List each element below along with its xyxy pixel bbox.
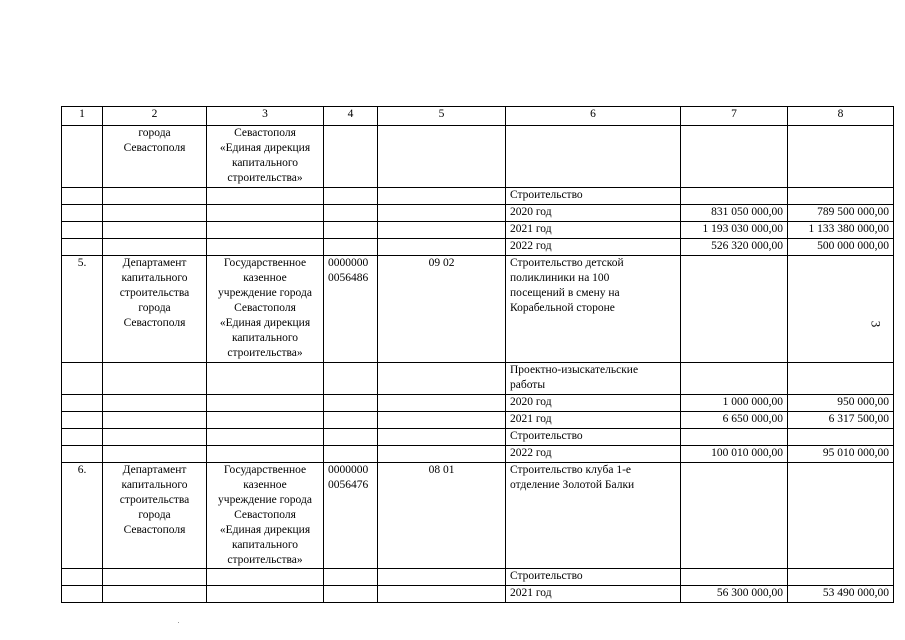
amount-col8: 1 133 380 000,00 [788,222,894,239]
header-cell-3: 3 [207,107,324,126]
table-row [62,188,894,205]
project-title: Строительство клуба 1-е отделение Золотой Балки [506,463,681,569]
header-row [62,107,894,126]
item-number: 6. [62,463,103,569]
header-cell-5: 5 [378,107,506,126]
year-label: 2020 год [506,395,681,412]
year-label: 2021 год [506,412,681,429]
table-row [62,429,894,446]
page-number: 3 [868,320,884,328]
table-row [62,205,894,222]
department-cell: Департамент капитального строительства города Севастополя [103,256,207,363]
code-cell: 0000000 0056476 [324,463,378,569]
amount-col8: 789 500 000,00 [788,205,894,222]
section-cell: 09 02 [378,256,506,363]
table-row [62,256,894,363]
amount-col7: 6 650 000,00 [681,412,788,429]
year-label: 2021 год [506,222,681,239]
header-cell-1: 1 [62,107,103,126]
header-cell-7: 7 [681,107,788,126]
header-cell-2: 2 [103,107,207,126]
table-row [62,586,894,603]
year-label: 2021 год [506,586,681,603]
work-label: Строительство [506,429,681,446]
department-cell: Департамент капитального строительства города Севастополя [103,463,207,569]
department-cell: города Севастополя [103,126,207,188]
amount-col8: 500 000 000,00 [788,239,894,256]
amount-col7: 100 010 000,00 [681,446,788,463]
amount-col8: 53 490 000,00 [788,586,894,603]
year-label: 2022 год [506,446,681,463]
table-row [62,395,894,412]
work-label: Строительство [506,569,681,586]
amount-col7: 1 000 000,00 [681,395,788,412]
table-row [62,126,894,188]
table-row [62,222,894,239]
table-row [62,569,894,586]
amount-col7: 526 320 000,00 [681,239,788,256]
work-label: Строительство [506,188,681,205]
organization-cell: Севастополя «Единая дирекция капитального строительства» [207,126,324,188]
item-number: 5. [62,256,103,363]
table-row [62,463,894,569]
table-row [62,239,894,256]
table-row [62,412,894,429]
amount-col8: 950 000,00 [788,395,894,412]
organization-cell: Государственное казенное учреждение города Севастополя «Единая дирекция капитального строительства» [207,256,324,363]
year-label: 2022 год [506,239,681,256]
organization-cell: Государственное казенное учреждение города Севастополя «Единая дирекция капитального строительства» [207,463,324,569]
amount-col7: 831 050 000,00 [681,205,788,222]
code-cell: 0000000 0056486 [324,256,378,363]
header-cell-6: 6 [506,107,681,126]
amount-col7: 56 300 000,00 [681,586,788,603]
scan-speck [178,622,179,623]
amount-col7: 1 193 030 000,00 [681,222,788,239]
amount-col8: 95 010 000,00 [788,446,894,463]
budget-table [61,106,894,603]
header-cell-8: 8 [788,107,894,126]
year-label: 2020 год [506,205,681,222]
header-cell-4: 4 [324,107,378,126]
table-row [62,446,894,463]
work-label: Проектно-изыскательские работы [506,363,681,395]
section-cell: 08 01 [378,463,506,569]
project-title: Строительство детской поликлиники на 100 посещений в смену на Корабельной стороне [506,256,681,363]
table-row [62,363,894,395]
amount-col8: 6 317 500,00 [788,412,894,429]
